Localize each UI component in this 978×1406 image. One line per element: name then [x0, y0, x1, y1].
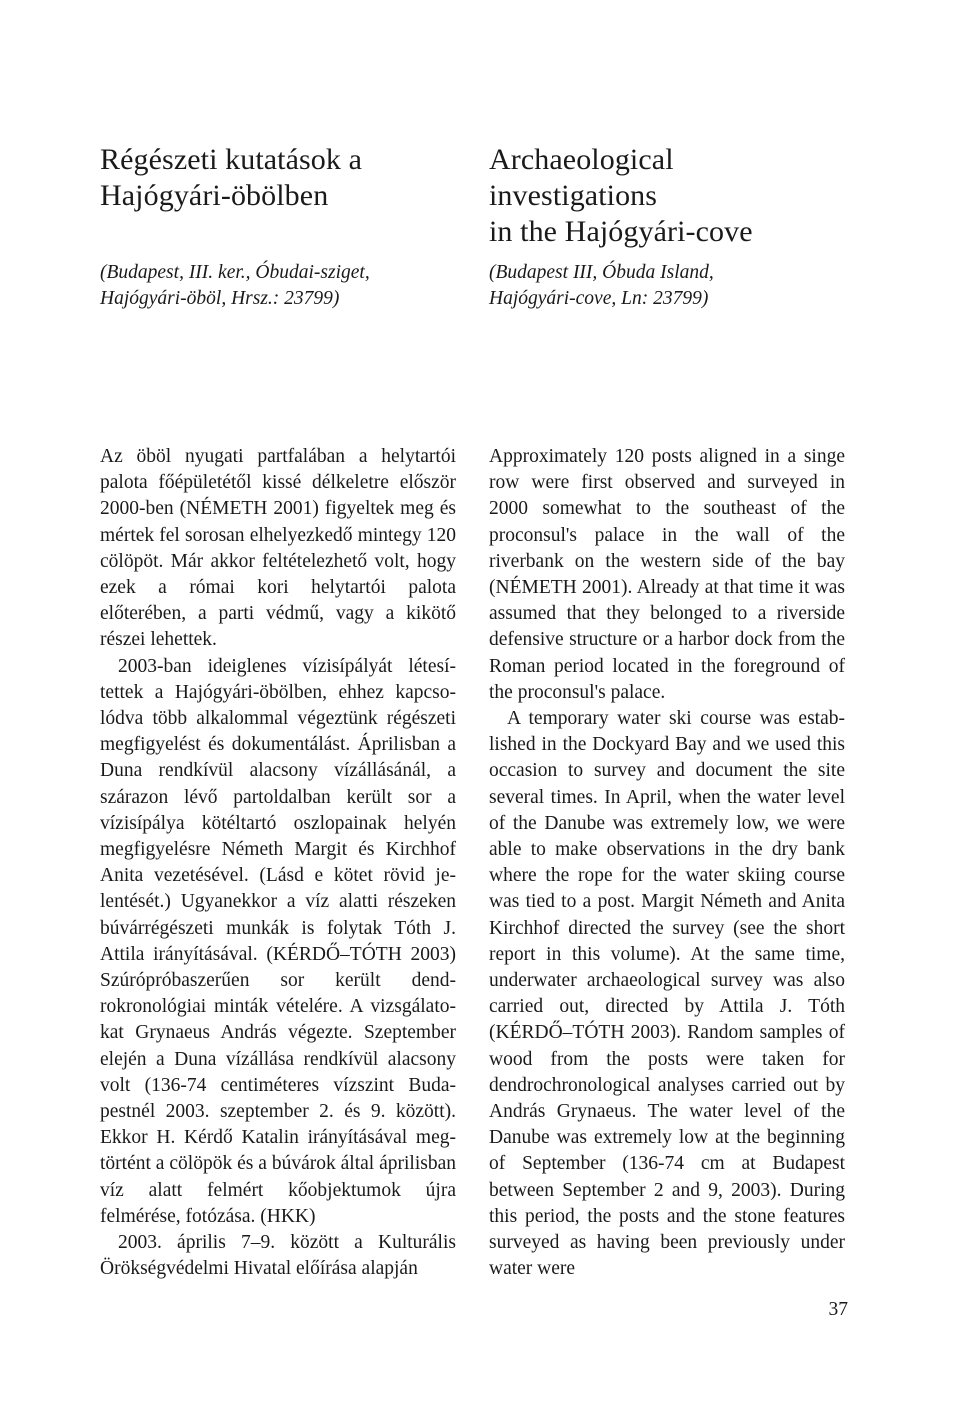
location-english-line-1: (Budapest III, Óbuda Island, — [489, 262, 714, 283]
body-english — [489, 444, 845, 1283]
paragraph-hungarian-2: 2003-ban ideiglenes vízisípályát létesítettek a Hajógyári-öbölben, ehhez kapcsolódva több alkalommal végeztünk régészeti megfigyelést és dokumentálást. Áprilisban a Duna rendkívül alacsony vízállásánál, a szárazon lévő partoldalban került sor a vízisípálya kötéltartó oszlopainak helyén megfigyelésre Németh Margit és Kirchhof Anita vezetésével. (Lásd e kötet rövid jelentését.) Ugyanekkor a víz alatti részeken búvárrégészeti munkák is folytak Tóth J. Attila irányításával. (KÉRDŐ–TÓTH 2003) Szúrópróbaszerűen sor került dendrokronológiai minták vételére. A vizsgálatokat Grynaeus András végezte. Szeptember elején a Duna vízállása rendkívül alacsony volt (136-74 centiméteres vízszint Budapestnél 2003. szeptember 2. és 9. között). Ekkor H. Kérdő Katalin irányításával megtörtént a cölöpök és a búvárok által áprilisban víz alatt felmért kőobjektumok újra felmérése, fotózása. (HKK) — [100, 655, 456, 1227]
location-english — [489, 260, 845, 312]
title-hungarian-line-2: Hajógyári-öbölben — [100, 179, 329, 212]
title-english-line-1: Archaeological investigations — [489, 143, 674, 212]
paragraph-hungarian-1: Az öböl nyugati partfalában a helytartói palota főépületétől kissé délkeletre először 2000-ben (NÉMETH 2001) figyeltek meg és mértek fel sorosan elhelyezkedő mintegy 120 cölöpöt. Már akkor feltételezhető volt, hogy ezek a római kori helytartói palota előterében, a parti védmű, vagy a kikötő részei lehettek. — [100, 446, 456, 651]
location-hungarian-line-2: Hajógyári-öböl, Hrsz.: 23799) — [100, 288, 340, 309]
page-number: 37 — [828, 1299, 848, 1320]
location-hungarian — [100, 260, 456, 312]
body-hungarian — [100, 444, 456, 1283]
paragraph-english-1: Approximately 120 posts aligned in a singe row were first observed and surveyed in 2000 somewhat to the southeast of the proconsul's palace in the wall of the riverbank on the western side of the bay (NÉMETH 2001). Already at that time it was assumed that they belonged to a riverside defensive structure or a harbor dock from the Roman period located in the foreground of the proconsul's palace. — [489, 446, 845, 703]
title-hungarian-line-1: Régészeti kutatások a — [100, 143, 363, 176]
title-english — [489, 142, 845, 250]
paragraph-hungarian-3: 2003. április 7–9. között a Kulturális Örökségvédelmi Hivatal előírása alapján — [100, 1232, 456, 1280]
title-hungarian — [100, 142, 456, 214]
paragraph-english-2: A temporary water ski course was established in the Dockyard Bay and we used this occasion to survey and document the site several times. In April, when the water level of the Danube was extremely low, we were able to make observations in the dry bank where the rope for the water skiing course was tied to a post. Margit Németh and Anita Kirchhof directed the survey (see the short report in this volume). At the same time, underwater archaeological survey was also carried out, directed by Attila J. Tóth (KÉRDŐ–TÓTH 2003). Random samples of wood from the posts were taken for dendrochronological analyses carried out by András Grynaeus. The water level of the Danube was extremely low at the beginning of September (136-74 cm at Budapest between September 2 and 9, 2003). During this period, the posts and the stone features surveyed as having been previously under water were — [489, 708, 845, 1280]
title-english-line-2: in the Hajógyári-cove — [489, 215, 753, 248]
location-english-line-2: Hajógyári-cove, Ln: 23799) — [489, 288, 709, 309]
location-hungarian-line-1: (Budapest, III. ker., Óbudai-sziget, — [100, 262, 370, 283]
